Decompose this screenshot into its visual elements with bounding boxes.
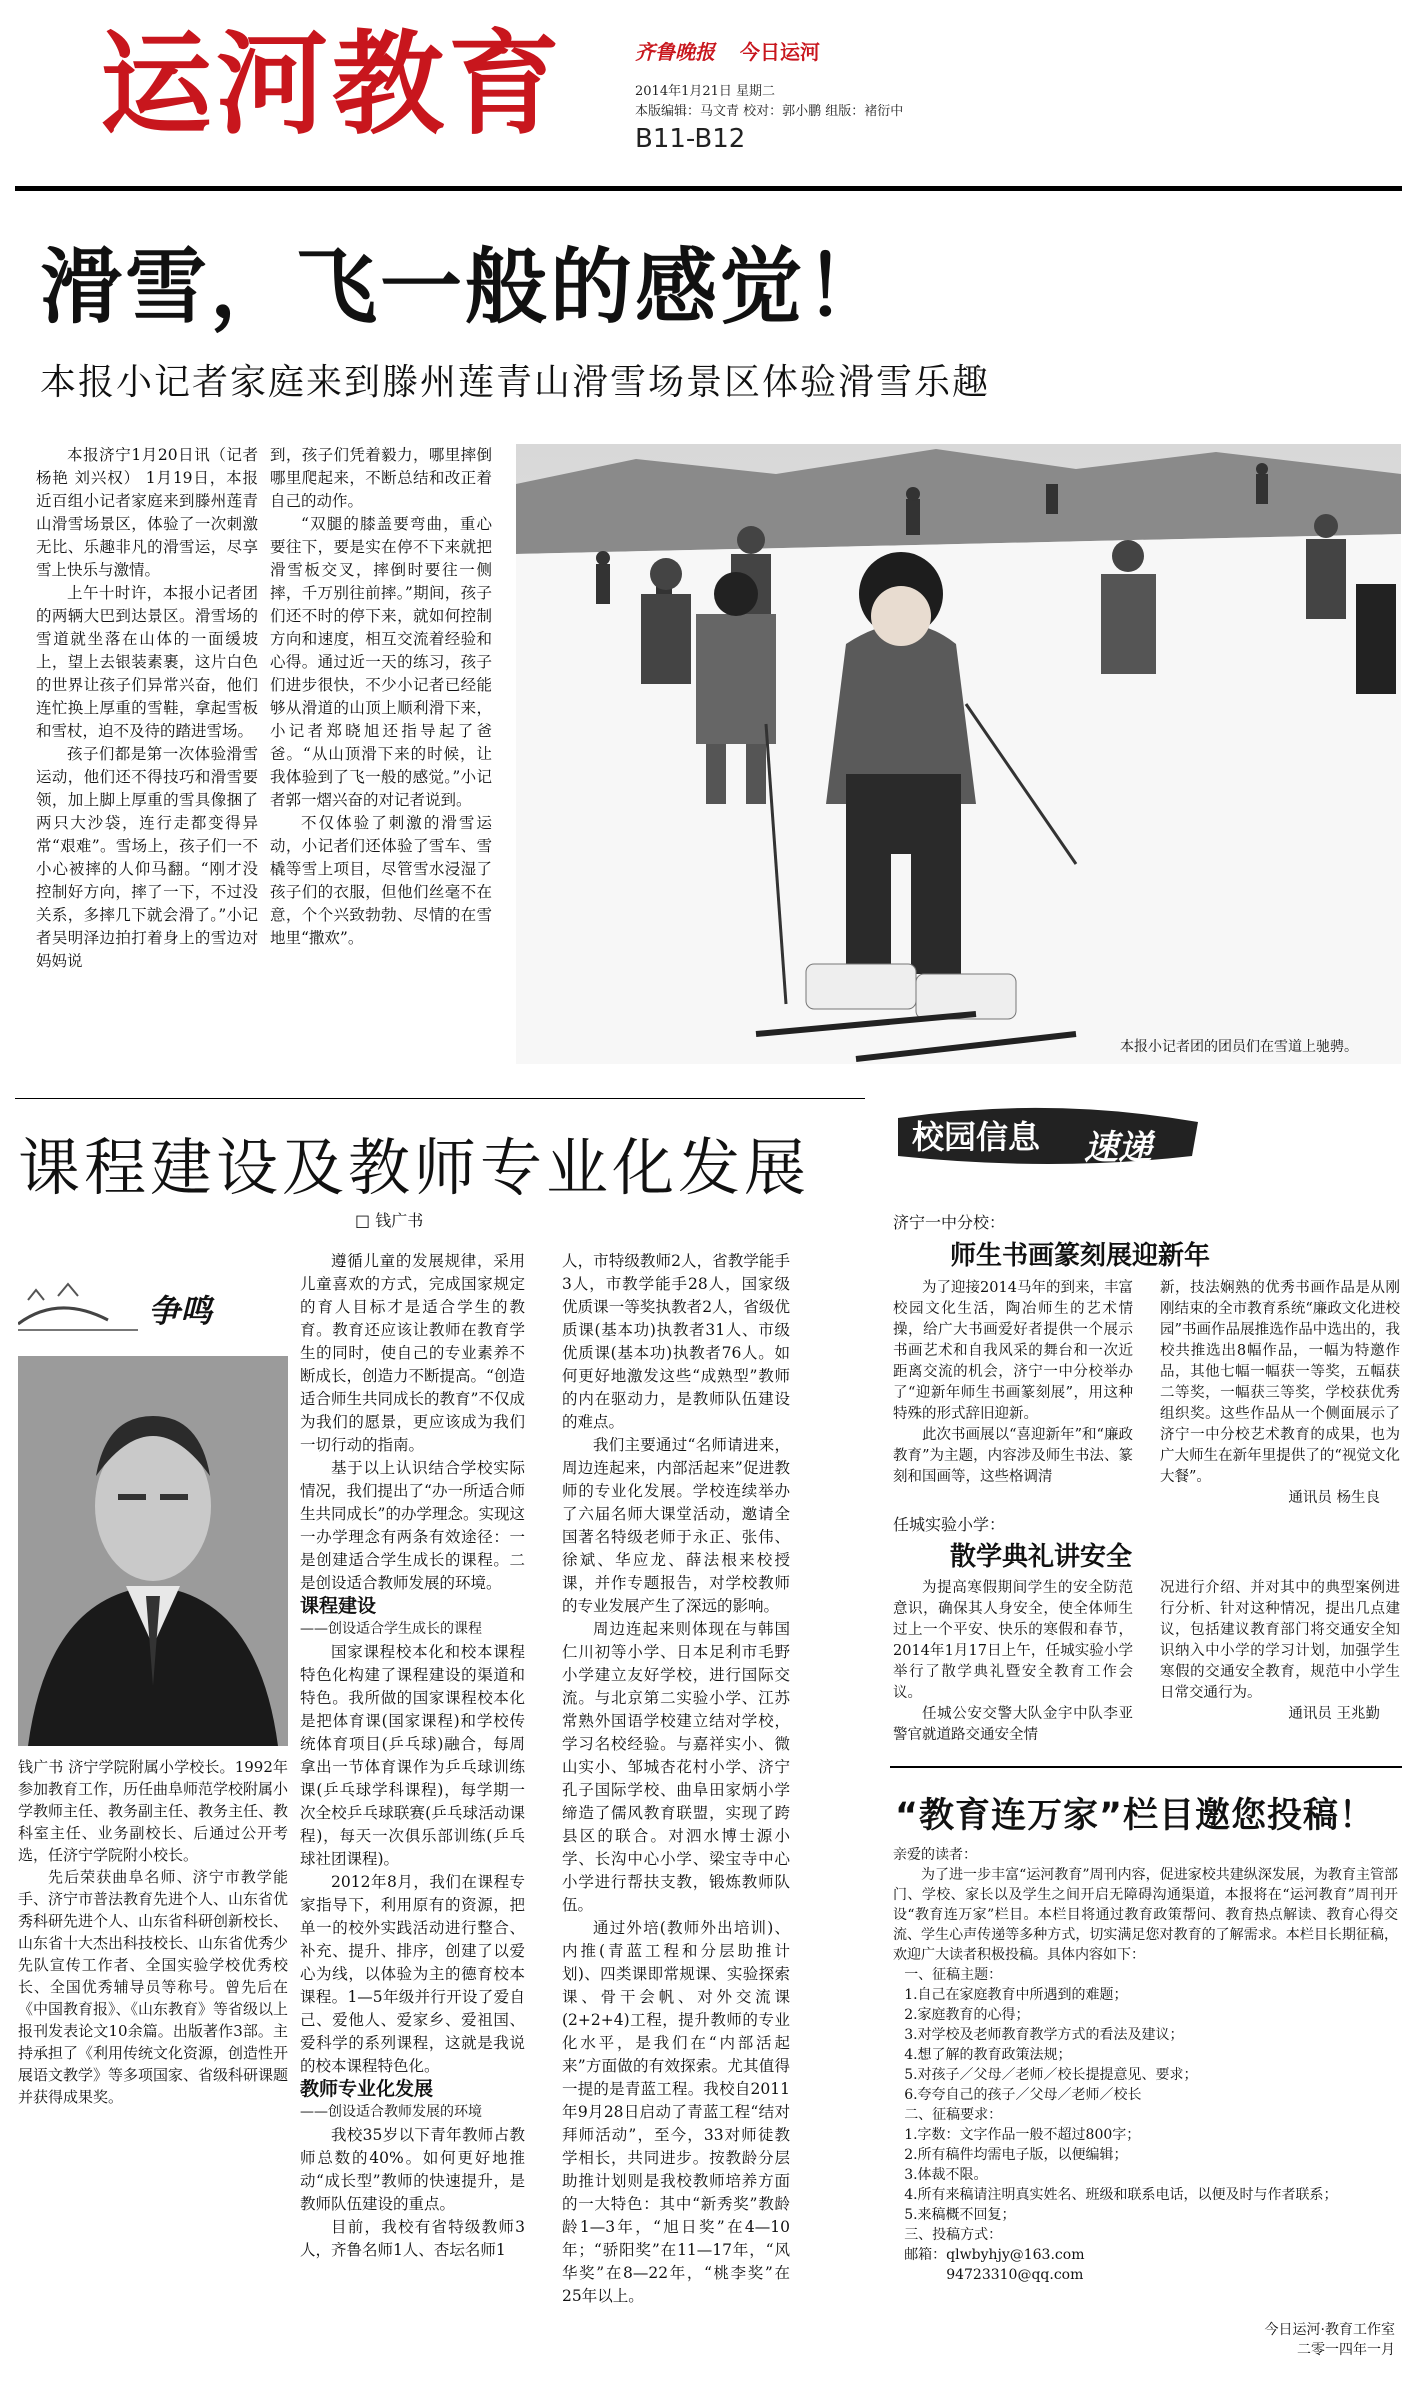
signature-org: 今日运河·教育工作室 [1264, 2322, 1395, 2338]
paragraph: 我们主要通过“名师请进来，周边连起来，内部活起来”促进教师的专业化发展。学校连续举办了六届名师大课堂活动，邀请全国著名特级老师于永正、张伟、徐斌、华应龙、薛法根来校授课，并作专题报告，对学校教师的专业发展产生了深远的影响。 [562, 1436, 790, 1615]
section-heading: 课程建设 [300, 1595, 377, 1617]
paragraph: 此次书画展以“喜迎新年”和“廉政教育”为主题，内容涉及师生书法、篆刻和国画等，这些格调清 [893, 1427, 1133, 1485]
invite-line: 1.字数：文字作品一般不超过800字； [904, 2127, 1141, 2143]
paragraph: 上午十时许，本报小记者团的两辆大巴到达景区。滑雪场的雪道就坐落在山体的一面缓坡上，望上去银装素裹，这片白色的世界让孩子们异常兴奋，他们连忙换上厚重的雪鞋，拿起雪板和雪杖，迫不及待的踏进雪场。 [36, 584, 258, 740]
paragraph: 新，技法娴熟的优秀书画作品是从刚刚结束的全市教育系统“廉政文化进校园”书画作品展推选作品中选出的，我校共推选出8幅作品，一幅为特邀作品，其他七幅一幅获一等奖，五幅获二等奖，一幅获三等奖，学校获优秀组织奖。这些作品从一个侧面展示了济宁一中分校艺术教育的成果，也为广大师生在新年里提供了的“视觉文化大餐”。 [1160, 1280, 1400, 1485]
invite-line: 3.体裁不限。 [904, 2167, 988, 2183]
paragraph: 人，市特级教师2人，省教学能手3人，市教学能手28人，国家级优质课一等奖执教者2人，省级优质课(基本功)执教者31人、市级优质课(基本功)执教者76人。如何更好地激发这些“成熟型”教师的内在驱动力，是教师队伍建设的难点。 [562, 1252, 790, 1431]
invite-line: 6.夸夸自己的孩子／父母／老师／校长 [904, 2087, 1142, 2103]
feature-headline: 课程建设及教师专业化发展 [18, 1131, 811, 1204]
lead-headline: 滑雪，飞一般的感觉！ [40, 240, 891, 335]
editors-line: 本版编辑：马文青 校对：郭小鹏 组版：褚衍中 [635, 104, 904, 119]
paragraph: 孩子们都是第一次体验滑雪运动，他们还不得技巧和滑雪要领，加上脚上厚重的雪具像捆了两只大沙袋，连行走都变得异常“艰难”。雪场上，孩子们一不小心被摔的人仰马翻。“刚才没控制好方向，摔了一下，不过没关系，多摔几下就会滑了。”小记者吴明泽边拍打着身上的雪边对妈妈说 [36, 745, 258, 970]
item1-school: 济宁一中分校： [893, 1213, 1006, 1232]
invite-line: 4.想了解的教育政策法规； [904, 2047, 1072, 2063]
invite-line: 5.来稿概不回复； [904, 2207, 1016, 2223]
invite-body [893, 1845, 1398, 2285]
paragraph: 为提高寒假期间学生的安全防范意识，确保其人身安全，使全体师生过上一个平安、快乐的寒假和春节，2014年1月17日上午，任城实验小学举行了散学典礼暨安全教育工作会议。 [893, 1580, 1133, 1701]
paragraph: 任城公安交警大队金宇中队李亚警官就道路交通安全情 [893, 1706, 1133, 1743]
paragraph: 基于以上认识结合学校实际情况，我们提出了“办一所适合师生共同成长”的办学理念。实现这一办学理念有两条有效途径：一是创建适合学生成长的课程。二是创设适合教师发展的环境。 [300, 1459, 525, 1592]
photo-caption: 本报小记者团的团员们在雪道上驰骋。 [1120, 1039, 1358, 1055]
section-rule [15, 1098, 865, 1099]
paper-name: 齐鲁晚报 [635, 40, 715, 64]
item1-title: 师生书画篆刻展迎新年 [950, 1241, 1211, 1271]
item2-column-1 [893, 1578, 1133, 1746]
paragraph: 我校35岁以下青年教师占教师总数的40%。如何更好地推动“成长型”教师的快速提升，是教师队伍建设的重点。 [300, 2126, 525, 2213]
paragraph: 遵循儿童的发展规律，采用儿童喜欢的方式，完成国家规定的育人目标才是适合学生的教育。教育还应该让教师在教育学生的同时，使自己的专业素养不断成长，创造力不断提高。“创造适合师生共同成长的教育”不仅成为我们的愿景，更应该成为我们一切行动的指南。 [300, 1252, 525, 1454]
feature-column-b [562, 1250, 790, 2308]
invite-line: 1.自己在家庭教育中所遇到的难题； [904, 1987, 1128, 2003]
signature-date: 二零一四年一月 [1297, 2342, 1395, 2358]
paragraph: 况进行介绍、并对其中的典型案例进行分析、针对这种情况，提出几点建议，包括建议教育部门将交通安全知识纳入中小学的学习计划，加强学生寒假的交通安全教育，规范中小学生日常交通行为。 [1160, 1580, 1400, 1701]
invite-title: “教育连万家”栏目邀您投稿！ [895, 1796, 1376, 1836]
greeting: 亲爱的读者： [893, 1847, 977, 1863]
campus-banner-suffix: 速递 [1084, 1128, 1152, 1168]
reporter-credit: 通讯员 王兆勤 [1288, 1706, 1380, 1722]
invite-email-2: 94723310@qq.com [946, 2267, 1084, 2283]
feature-column-a [300, 1250, 525, 2262]
paragraph: 目前，我校有省特级教师3人，齐鲁名师1人、杏坛名师1 [300, 2218, 525, 2259]
issue-date: 2014年1月21日 星期二 [635, 84, 776, 99]
lead-column-1 [36, 444, 258, 973]
invite-line: 二、征稿要求： [904, 2107, 1003, 2123]
invite-line: 3.对学校及老师教育教学方式的看法及建议； [904, 2027, 1184, 2043]
paragraph: 不仅体验了刺激的滑雪运动，小记者们还体验了雪车、雪橇等雪上项目，尽管雪水浸湿了孩子们的衣服，但他们丝毫不在意，个个兴致勃勃、尽情的在雪地里“撒欢”。 [270, 814, 492, 947]
paragraph: 国家课程校本化和校本课程特色化构建了课程建设的渠道和特色。我所做的国家课程校本化是把体育课(国家课程)和学校传统体育项目(乒乓球)融合，每周拿出一节体育课作为乒乓球训练课(乒乓球学科课程)，每学期一次全校乒乓球联赛(乒乓球活动课程)，每天一次俱乐部训练(乒乓球社团课程)。 [300, 1643, 525, 1868]
invite-rule [890, 1766, 1402, 1768]
masthead-title: 运河教育 [100, 20, 564, 150]
paragraph: 为了迎接2014马年的到来，丰富校园文化生活，陶冶师生的艺术情操，给广大书画爱好者提供一个展示书画艺术和自我风采的舞台和一次近距离交流的机会，济宁一中分校举办了“迎新年师生书画篆刻展”，用这种特殊的形式辞旧迎新。 [893, 1280, 1133, 1422]
invite-line: 5.对孩子／父母／老师／校长提提意见、要求； [904, 2067, 1198, 2083]
item2-school: 任城实验小学： [893, 1515, 1006, 1534]
masthead-meta [635, 82, 903, 122]
section-heading: 教师专业化发展 [300, 2078, 434, 2100]
campus-banner-title: 校园信息 [912, 1118, 1041, 1156]
invite-line: 2.家庭教育的心得； [904, 2007, 1030, 2023]
paragraph: 周边连起来则体现在与韩国仁川初等小学、日本足利市毛野小学建立友好学校，进行国际交流。与北京第二实验小学、江苏常熟外国语学校建立结对学校，学习名校经验。与嘉祥实小、微山实小、邹城杏花村小学、济宁孔子国际学校、曲阜田家炳小学缔造了儒风教育联盟，实现了跨县区的联合。对泗水博士源小学、长沟中心小学、梁宝寺中心小学进行帮扶支教，锻炼教师队伍。 [562, 1620, 790, 1914]
paragraph: 钱广书 济宁学院附属小学校长。1992年参加教育工作，历任曲阜师范学校附属小学教师主任、教务副主任、教务主任、教科室主任、业务副校长、后通过公开考选，任济宁学院附小校长。 [18, 1758, 289, 1864]
invite-line: 一、征稿主题： [904, 1967, 1003, 1983]
edition-name: 今日运河 [740, 40, 820, 64]
paragraph: “双腿的膝盖要弯曲，重心要往下，要是实在停不下来就把滑雪板交叉，摔倒时要往一侧摔，千万别往前摔。”期间，孩子们还不时的停下来，就如何控制方向和速度，相互交流着经验和心得。通过近一天的练习，孩子们进步很快，不少小记者已经能够从滑道的山顶上顺利滑下来，小记者郑晓旭还指导起了爸爸。“从山顶滑下来的时候，让我体验到了飞一般的感觉。”小记者郭一熠兴奋的对记者说到。 [270, 515, 492, 809]
invite-intro: 为了进一步丰富“运河教育”周刊内容，促进家校共建纵深发展，为教育主管部门、学校、家长以及学生之间开启无障碍沟通渠道，本报将在“运河教育”周刊开设“教育连万家”栏目。本栏目将通过教育政策帮问、教育热点解读、教育心得交流、学生心声传递等多种方式，切实满足您对教育的了解需求。本栏目长期征稿，欢迎广大读者积极投稿。具体内容如下： [893, 1867, 1398, 1963]
invite-email-1: 邮箱：qlwbyhjy@163.com [904, 2247, 1085, 2263]
portrait-image [18, 1356, 288, 1746]
item1-column-2 [1160, 1278, 1400, 1509]
lead-photo [516, 444, 1401, 1064]
skiing-photo-image [516, 444, 1401, 1064]
item2-title: 散学典礼讲安全 [950, 1542, 1133, 1572]
paragraph: 通过外培(教师外出培训)、内推(青蓝工程和分层助推计划)、四类课即常规课、实验探索课、骨干会帆、对外交流课(2+2+4)工程，提升教师的专业化水平，是我们在“内部活起来”方面做的有效探索。尤其值得一提的是青蓝工程。我校自2011年9月28日启动了青蓝工程“结对拜师活动”，至今，33对师徒教学相长，共同进步。按教龄分层助推计划则是我校教师培养方面的一大特色：其中“新秀奖”教龄龄1—3年，“旭日奖”在4—10年；“骄阳奖”在11—17年，“风华奖”在8—22年，“桃李奖”在25年以上。 [562, 1919, 790, 2305]
section-subheading: ——创设适合教师发展的环境 [300, 2104, 482, 2120]
page-range: B11-B12 [635, 124, 746, 154]
reporter-credit: 通讯员 杨生良 [1288, 1490, 1380, 1506]
paragraph: 本报济宁1月20日讯（记者 杨艳 刘兴权） 1月19日，本报近百组小记者家庭来到滕州莲青山滑雪场景区，体验了一次刺激无比、乐趣非凡的滑雪运，尽享雪上快乐与激情。 [36, 446, 258, 579]
section-subheading: ——创设适合学生成长的课程 [300, 1621, 482, 1637]
invite-line: 三、投稿方式： [904, 2227, 1003, 2243]
column-banner [18, 1280, 288, 1338]
invite-line: 4.所有来稿请注明真实姓名、班级和联系电话，以便及时与作者联系； [904, 2187, 1338, 2203]
column-tag: 争鸣 [148, 1292, 213, 1330]
campus-news-banner [898, 1098, 1198, 1172]
author-portrait [18, 1356, 288, 1746]
lead-column-2 [270, 444, 492, 950]
invite-signature [1205, 2320, 1395, 2360]
author-profile [18, 1756, 288, 2108]
item1-column-1 [893, 1278, 1133, 1488]
item2-column-2 [1160, 1578, 1400, 1725]
masthead-rule [15, 186, 1402, 191]
invite-line: 2.所有稿件均需电子版，以便编辑； [904, 2147, 1128, 2163]
paragraph: 到，孩子们凭着毅力，哪里摔倒哪里爬起来，不断总结和改正着自己的动作。 [270, 446, 492, 510]
paragraph: 2012年8月，我们在课程专家指导下，利用原有的资源，把单一的校外实践活动进行整合、补充、提升、排序，创建了以爱心为线，以体验为主的德育校本课程。1—5年级并行开设了爱自己、爱他人、爱家乡、爱祖国、爱科学的系列课程，这就是我说的校本课程特色化。 [300, 1873, 525, 2075]
paragraph: 先后荣获曲阜名师、济宁市教学能手、济宁市普法教育先进个人、山东省优秀科研先进个人、山东省科研创新校长、山东省十大杰出科技校长、山东省优秀少先队宣传工作者、全国实验学校优秀校长、全国优秀辅导员等称号。曾先后在《中国教育报》、《山东教育》等省级以上报刊发表论文10余篇。出版著作3部。主持承担了《利用传统文化资源，创造性开展语文教学》等多项国家、省级科研课题并获得成果奖。 [18, 1868, 289, 2106]
feature-byline: □ 钱广书 [355, 1211, 424, 1230]
lead-subheadline: 本报小记者家庭来到滕州莲青山滑雪场景区体验滑雪乐趣 [40, 362, 991, 403]
